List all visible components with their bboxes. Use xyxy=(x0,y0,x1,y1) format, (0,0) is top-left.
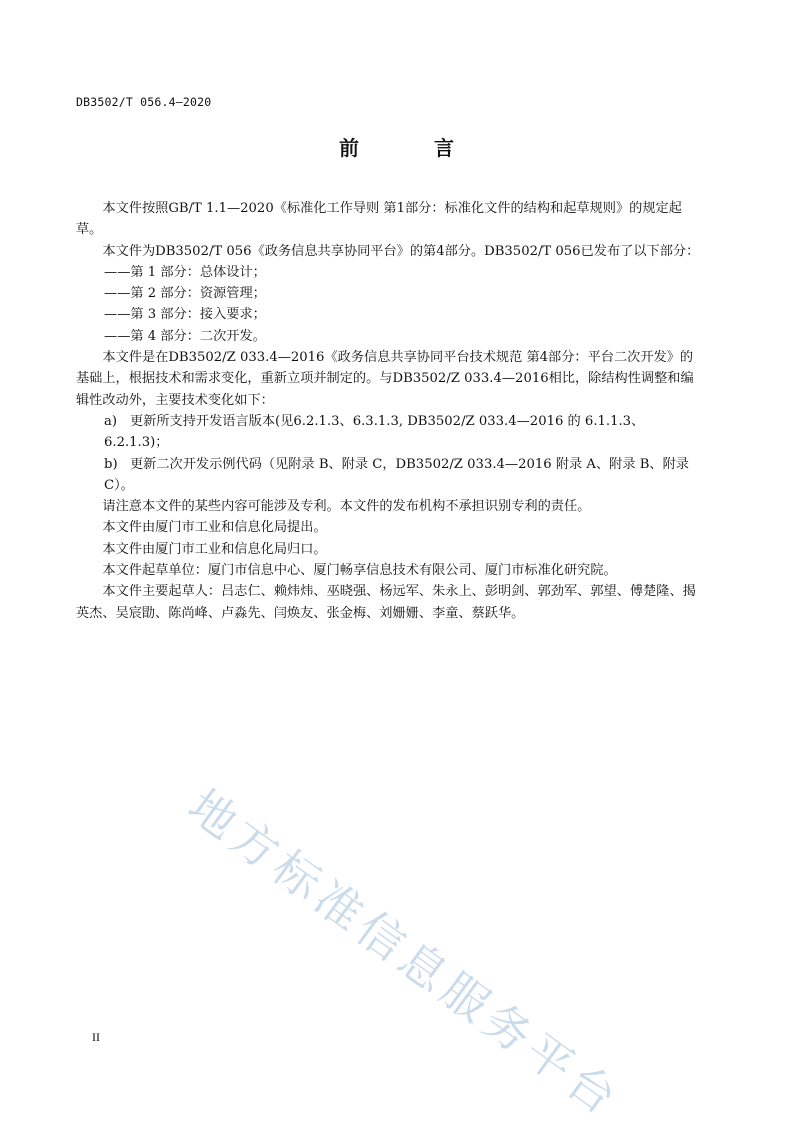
paragraph-part-info: 本文件为DB3502/T 056《政务信息共享协同平台》的第4部分。DB3502/T 056已发布了以下部分： xyxy=(102,243,700,259)
page-number: II xyxy=(92,1030,100,1044)
paragraph-patent: 请注意本文件的某些内容可能涉及专利。本文件的发布机构不承担识别专利的责任。 xyxy=(102,499,591,515)
paragraph-drafting-units: 本文件起草单位：厦门市信息中心、厦门畅享信息技术有限公司、厦门市标准化研究院。 xyxy=(102,563,617,579)
list-item-part-3: ——第 3 部分：接入要求； xyxy=(104,307,266,323)
paragraph-revision: 本文件是在DB3502/Z 033.4—2016《政务信息共享协同平台技术规范 第4部分：平台二次开发》的基础上，根据技术和需求变化，重新立项并制定的。与DB3502/Z 033.4—2016相比，除结构性调整和编辑性改动外，主要技术变化如下： xyxy=(76,350,694,408)
change-item-a xyxy=(76,411,702,454)
list-item-part-4: ——第 4 部分：二次开发。 xyxy=(104,328,266,344)
change-item-text: 更新所支持开发语言版本(见6.2.1.3、6.3.1.3, DB3502/Z 033.4—2016 的 6.1.1.3、6.2.1.3)； xyxy=(104,413,645,451)
list-item-part-2: ——第 2 部分：资源管理； xyxy=(104,286,266,302)
paragraph-drafters: 本文件主要起草人：吕志仁、赖炜炜、巫晓强、杨远军、朱永上、彭明剑、郭劲军、郭望、傅楚隆、揭英杰、吴宸勖、陈尚峰、卢淼先、闫焕友、张金梅、刘姗姗、李童、蔡跃华。 xyxy=(76,584,696,621)
paragraph-basis: 本文件按照GB/T 1.1—2020《标准化工作导则 第1部分：标准化文件的结构和起草规则》的规定起草。 xyxy=(76,201,682,238)
change-item-text: 更新二次开发示例代码（见附录 B、附录 C，DB3502/Z 033.4—2016 附录 A、附录 B、附录 C）。 xyxy=(104,456,689,493)
change-item-marker: b) xyxy=(104,456,118,472)
page-title: 前 言 xyxy=(339,136,488,160)
document-body xyxy=(76,198,702,624)
watermark: 地方标准信息服务平台 xyxy=(178,778,631,1128)
list-item-part-1: ——第 1 部分：总体设计； xyxy=(104,264,266,280)
paragraph-proposed-by: 本文件由厦门市工业和信息化局提出。 xyxy=(102,520,327,536)
change-item-b xyxy=(76,454,702,497)
paragraph-managed-by: 本文件由厦门市工业和信息化局归口。 xyxy=(102,541,327,557)
document-code: DB3502/T 056.4—2020 xyxy=(76,95,212,109)
change-item-marker: a) xyxy=(104,413,118,429)
